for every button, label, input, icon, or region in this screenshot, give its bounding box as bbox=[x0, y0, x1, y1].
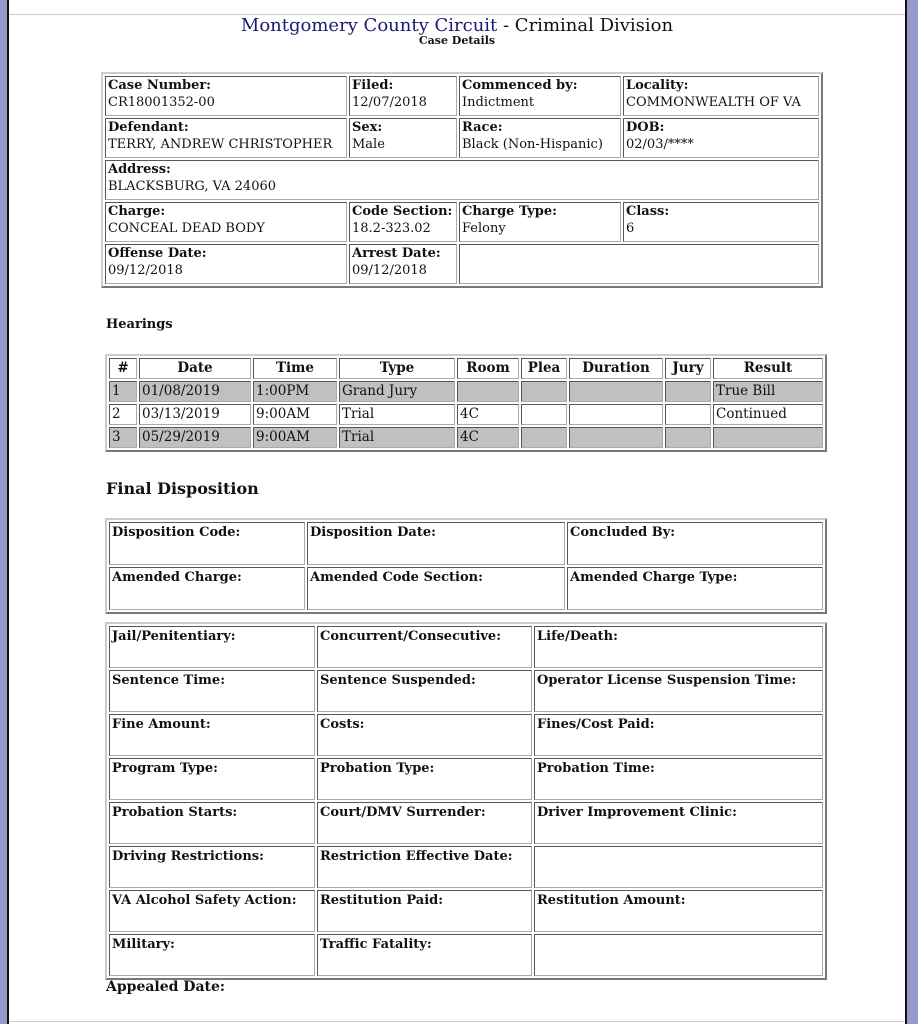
column-header: Result bbox=[713, 358, 823, 379]
offense-date-cell: Offense Date: 09/12/2018 bbox=[105, 244, 347, 284]
race-cell: Race: Black (Non-Hispanic) bbox=[459, 118, 621, 158]
document-page bbox=[7, 0, 907, 1024]
sentencing-row bbox=[109, 934, 823, 976]
sentencing-row bbox=[109, 890, 823, 932]
sentencing-field: Probation Time: bbox=[534, 758, 823, 800]
race-value: Black (Non-Hispanic) bbox=[462, 137, 603, 152]
sentencing-field: Restriction Effective Date: bbox=[317, 846, 532, 888]
sentencing-field: Life/Death: bbox=[534, 626, 823, 668]
case-info-table bbox=[101, 72, 823, 288]
dob-value: 02/03/**** bbox=[626, 137, 694, 152]
column-header: Date bbox=[139, 358, 251, 379]
disposition-table bbox=[105, 518, 827, 614]
charge-cell: Charge: CONCEAL DEAD BODY bbox=[105, 202, 347, 242]
disposition-field: Concluded By: bbox=[567, 522, 823, 565]
empty-cell bbox=[459, 244, 819, 284]
column-header: Room bbox=[457, 358, 519, 379]
address-value: BLACKSBURG, VA 24060 bbox=[108, 179, 277, 194]
hearings-header-row bbox=[109, 358, 823, 379]
sentencing-field: Restitution Paid: bbox=[317, 890, 532, 932]
sentencing-row bbox=[109, 626, 823, 668]
column-header: Plea bbox=[521, 358, 567, 379]
charge-type-cell: Charge Type: Felony bbox=[459, 202, 621, 242]
case-number-cell: Case Number: CR18001352-00 bbox=[105, 76, 347, 116]
case-number-value: CR18001352-00 bbox=[108, 95, 215, 110]
charge-type-value: Felony bbox=[462, 221, 506, 236]
sentencing-field: Jail/Penitentiary: bbox=[109, 626, 315, 668]
arrest-date-value: 09/12/2018 bbox=[352, 263, 427, 278]
page-subtitle: Case Details bbox=[418, 34, 496, 47]
sentencing-field: Fines/Cost Paid: bbox=[534, 714, 823, 756]
column-header: Type bbox=[339, 358, 455, 379]
disposition-field: Amended Charge: bbox=[109, 567, 305, 610]
disposition-field: Disposition Date: bbox=[307, 522, 565, 565]
locality-value: COMMONWEALTH OF VA bbox=[626, 95, 801, 110]
sentencing-row bbox=[109, 670, 823, 712]
defendant-value: TERRY, ANDREW CHRISTOPHER bbox=[108, 137, 333, 152]
sentencing-field bbox=[534, 846, 823, 888]
sentencing-row bbox=[109, 846, 823, 888]
appealed-date-label: Appealed Date: bbox=[106, 979, 226, 995]
commenced-by-cell: Commenced by: Indictment bbox=[459, 76, 621, 116]
dob-cell: DOB: 02/03/**** bbox=[623, 118, 819, 158]
charge-value: CONCEAL DEAD BODY bbox=[108, 221, 265, 236]
disposition-field: Amended Code Section: bbox=[307, 567, 565, 610]
bottom-divider bbox=[9, 1021, 905, 1022]
sentencing-field: Restitution Amount: bbox=[534, 890, 823, 932]
sentencing-field: Driving Restrictions: bbox=[109, 846, 315, 888]
sentencing-row bbox=[109, 802, 823, 844]
sentencing-table bbox=[105, 622, 827, 980]
sentencing-field: Program Type: bbox=[109, 758, 315, 800]
sex-value: Male bbox=[352, 137, 385, 152]
sentencing-field bbox=[534, 934, 823, 976]
arrest-date-cell: Arrest Date: 09/12/2018 bbox=[349, 244, 457, 284]
class-value: 6 bbox=[626, 221, 635, 236]
code-section-cell: Code Section: 18.2-323.02 bbox=[349, 202, 457, 242]
code-section-value: 18.2-323.02 bbox=[352, 221, 431, 236]
column-header: Jury bbox=[665, 358, 711, 379]
disposition-row bbox=[109, 567, 823, 610]
filed-cell: Filed: 12/07/2018 bbox=[349, 76, 457, 116]
sentencing-field: Probation Starts: bbox=[109, 802, 315, 844]
column-header: Time bbox=[253, 358, 337, 379]
column-header: # bbox=[109, 358, 137, 379]
class-cell: Class: 6 bbox=[623, 202, 819, 242]
hearing-row: 1 01/08/2019 1:00PM Grand Jury True Bill bbox=[109, 381, 823, 402]
column-header: Duration bbox=[569, 358, 663, 379]
sentencing-row bbox=[109, 714, 823, 756]
sentencing-field: Concurrent/Consecutive: bbox=[317, 626, 532, 668]
sentencing-field: Operator License Suspension Time: bbox=[534, 670, 823, 712]
sentencing-field: Court/DMV Surrender: bbox=[317, 802, 532, 844]
hearing-row: 3 05/29/2019 9:00AM Trial 4C bbox=[109, 427, 823, 448]
hearing-row: 2 03/13/2019 9:00AM Trial 4C Continued bbox=[109, 404, 823, 425]
disposition-field: Amended Charge Type: bbox=[567, 567, 823, 610]
sentencing-field: Traffic Fatality: bbox=[317, 934, 532, 976]
filed-value: 12/07/2018 bbox=[352, 95, 427, 110]
sentencing-field: Costs: bbox=[317, 714, 532, 756]
final-disposition-heading: Final Disposition bbox=[106, 479, 259, 498]
sentencing-field: Sentence Time: bbox=[109, 670, 315, 712]
division-name: - Criminal Division bbox=[497, 15, 674, 36]
commenced-by-value: Indictment bbox=[462, 95, 535, 110]
page-header bbox=[9, 15, 905, 47]
sentencing-field: Driver Improvement Clinic: bbox=[534, 802, 823, 844]
court-name: Montgomery County Circuit bbox=[240, 15, 498, 36]
sentencing-row bbox=[109, 758, 823, 800]
disposition-row bbox=[109, 522, 823, 565]
locality-cell: Locality: COMMONWEALTH OF VA bbox=[623, 76, 819, 116]
address-cell: Address: BLACKSBURG, VA 24060 bbox=[105, 160, 819, 200]
sentencing-field: Military: bbox=[109, 934, 315, 976]
defendant-cell: Defendant: TERRY, ANDREW CHRISTOPHER bbox=[105, 118, 347, 158]
hearings-heading: Hearings bbox=[106, 317, 173, 332]
disposition-field: Disposition Code: bbox=[109, 522, 305, 565]
hearings-table bbox=[105, 354, 827, 452]
sentencing-field: Fine Amount: bbox=[109, 714, 315, 756]
sentencing-field: Sentence Suspended: bbox=[317, 670, 532, 712]
offense-date-value: 09/12/2018 bbox=[108, 263, 183, 278]
sex-cell: Sex: Male bbox=[349, 118, 457, 158]
sentencing-field: Probation Type: bbox=[317, 758, 532, 800]
sentencing-field: VA Alcohol Safety Action: bbox=[109, 890, 315, 932]
